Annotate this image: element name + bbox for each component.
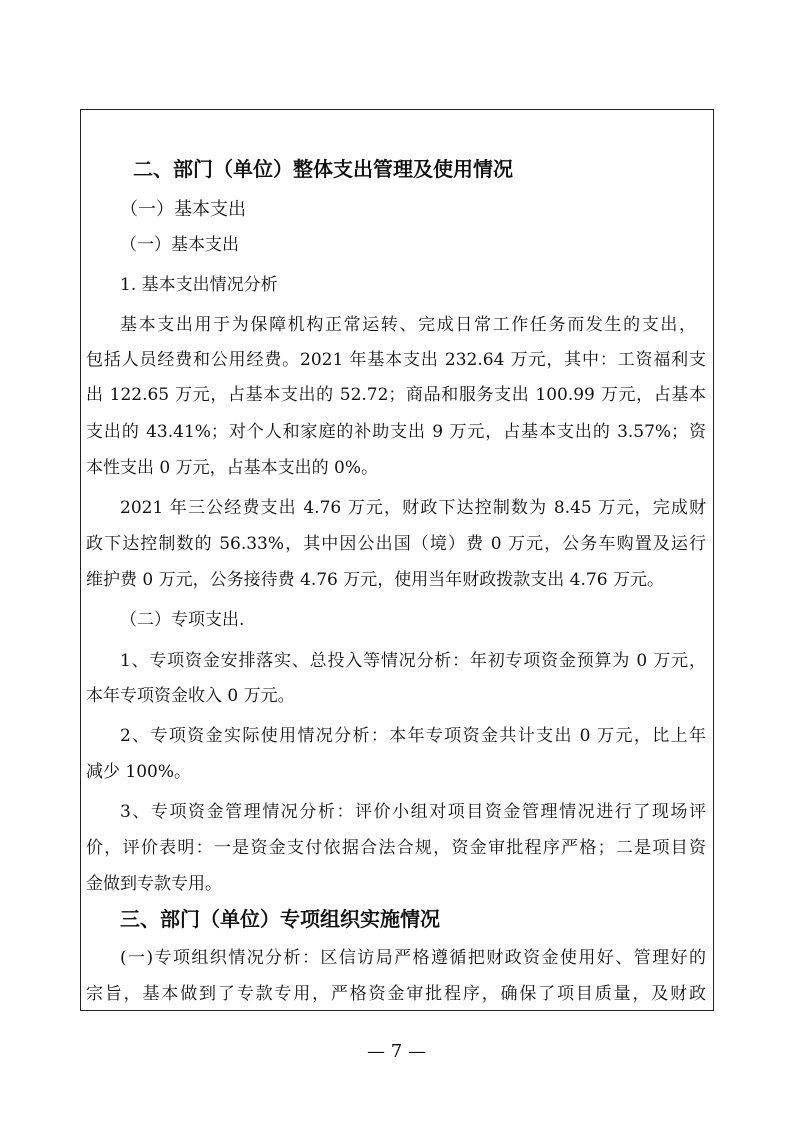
paragraph-line: 维护费 0 万元，公务接待费 4.76 万元，使用当年财政拨款支出 4.76 万元。 — [86, 570, 664, 590]
subsection-heading: （二）专项支出. — [120, 610, 245, 630]
paragraph-line: 本年专项资金收入 0 万元。 — [86, 686, 295, 706]
paragraph-line: 出 122.65 万元，占基本支出的 52.72；商品和服务支出 100.99 万元，占基本 — [86, 385, 706, 405]
paragraph-line: 3、专项资金管理情况分析：评价小组对项目资金管理情况进行了现场评 — [120, 802, 706, 822]
paragraph-line: 政下达控制数的 56.33%，其中因公出国（境）费 0 万元，公务车购置及运行 — [86, 534, 706, 554]
paragraph-line: 金做到专款专用。 — [86, 874, 222, 894]
section-heading: 三、部门（单位）专项组织实施情况 — [120, 907, 440, 931]
subsection-heading: （一）基本支出 — [120, 235, 239, 255]
item-title: 1. 基本支出情况分析 — [120, 275, 278, 295]
subsection-heading: （一）基本支出 — [120, 199, 246, 220]
paragraph-line: 基本支出用于为保障机构正常运转、完成日常工作任务而发生的支出， — [120, 315, 696, 335]
paragraph-line: 价，评价表明：一是资金支付依据合法合规，资金审批程序严格；二是项目资 — [86, 838, 706, 858]
paragraph-line: 宗旨，基本做到了专款专用，严格资金审批程序，确保了项目质量，及财政 — [86, 984, 706, 1004]
paragraph-line: 减少 100%。 — [86, 762, 192, 782]
paragraph-line: 1、专项资金安排落实、总投入等情况分析：年初专项资金预算为 0 万元， — [120, 651, 706, 671]
page-number: — 7 — — [367, 1041, 426, 1062]
paragraph-line: 支出的 43.41%；对个人和家庭的补助支出 9 万元，占基本支出的 3.57%；资 — [86, 422, 706, 442]
paragraph-line: 2021 年三公经费支出 4.76 万元，财政下达控制数为 8.45 万元，完成财 — [120, 498, 706, 518]
section-heading: 二、部门（单位）整体支出管理及使用情况 — [133, 157, 513, 181]
paragraph-line: 包括人员经费和公用经费。2021 年基本支出 232.64 万元，其中：工资福利支 — [86, 350, 706, 370]
paragraph-line: 2、专项资金实际使用情况分析：本年专项资金共计支出 0 万元，比上年 — [120, 726, 706, 746]
paragraph-line: (一)专项组织情况分析：区信访局严格遵循把财政资金使用好、管理好的 — [120, 948, 706, 968]
paragraph-line: 本性支出 0 万元，占基本支出的 0%。 — [86, 458, 378, 478]
